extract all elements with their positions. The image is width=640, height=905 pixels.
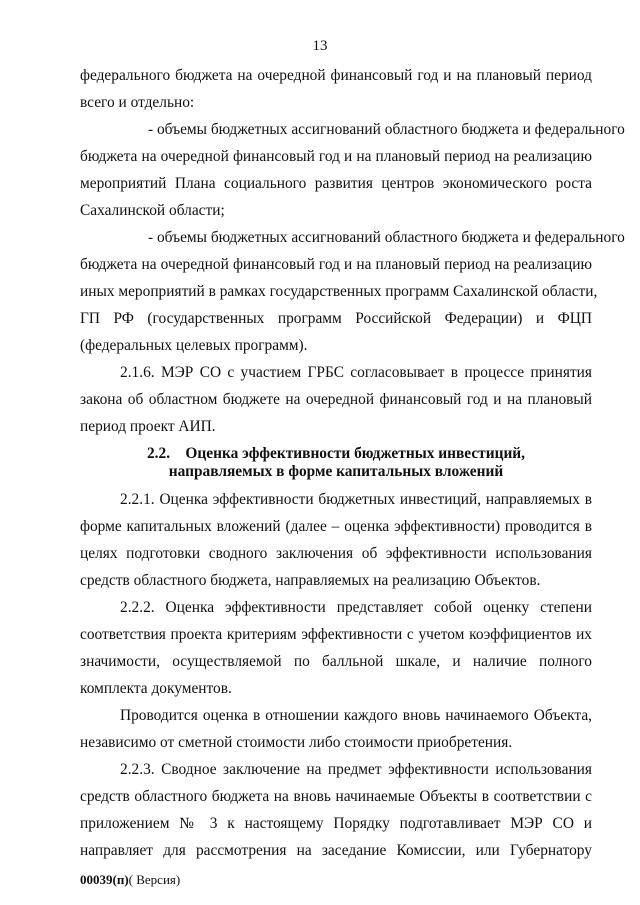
text-line: закона об областном бюджете на очередной финансовый год и на плановый — [80, 391, 592, 408]
text-line: - объемы бюджетных ассигнований областного бюджета и федерального — [148, 121, 625, 138]
text-line: средств областного бюджета, направляемых на реализацию Объектов. — [80, 572, 541, 589]
text-line: комплекта документов. — [80, 680, 232, 697]
text-line: значимости, осуществляемой по балльной шкале, и наличие полного — [80, 653, 592, 670]
text-line: 2.2.1. Оценка эффективности бюджетных инвестиций, направляемых в — [120, 491, 592, 508]
footer-doc-code — [80, 872, 180, 888]
text-line: форме капитальных вложений (далее – оценка эффективности) проводится в — [80, 518, 592, 535]
text-line: ГП РФ (государственных программ Российской Федерации) и ФЦП — [80, 310, 592, 327]
text-line: приложением № 3 к настоящему Порядку подготавливает МЭР СО и — [80, 815, 592, 832]
text-line: целях подготовки сводного заключения об эффективности использования — [80, 545, 592, 562]
text-line: (федеральных целевых программ). — [80, 337, 308, 354]
section-heading-line-2: направляемых в форме капитальных вложений — [168, 463, 504, 480]
text-line: мероприятий Плана социального развития центров экономического роста — [80, 175, 592, 192]
text-line: бюджета на очередной финансовый год и на плановый период на реализацию — [80, 256, 592, 273]
text-line: 2.1.6. МЭР СО с участием ГРБС согласовывает в процессе принятия — [120, 364, 592, 381]
text-line: 2.2.3. Сводное заключение на предмет эффективности использования — [120, 761, 592, 778]
text-line: период проект АИП. — [80, 418, 216, 435]
text-line: независимо от сметной стоимости либо стоимости приобретения. — [80, 734, 513, 751]
text-line: 2.2.2. Оценка эффективности представляет собой оценку степени — [120, 599, 592, 616]
text-line: всего и отдельно: — [80, 94, 195, 111]
text-line: федерального бюджета на очередной финансовый год и на плановый период — [80, 67, 592, 84]
text-line: направляет для рассмотрения на заседание Комиссии, или Губернатору — [80, 842, 592, 859]
page-number: 13 — [312, 38, 328, 54]
text-line: соответствия проекта критериям эффективности с учетом коэффициентов их — [80, 626, 592, 643]
text-line: Проводится оценка в отношении каждого вновь начинаемого Объекта, — [120, 707, 592, 724]
text-line: бюджета на очередной финансовый год и на плановый период на реализацию — [80, 148, 592, 165]
text-line: Сахалинской области; — [80, 202, 225, 219]
footer-code: 00039(п) — [80, 872, 129, 887]
text-line: средств областного бюджета на вновь начинаемые Объекты в соответствии с — [80, 788, 592, 805]
section-heading-line-1: 2.2. Оценка эффективности бюджетных инвестиций, — [146, 445, 526, 462]
text-line: - объемы бюджетных ассигнований областного бюджета и федерального — [148, 229, 625, 246]
footer-version: ( Версия) — [128, 872, 181, 887]
text-line: иных мероприятий в рамках государственных программ Сахалинской области, — [80, 283, 598, 300]
